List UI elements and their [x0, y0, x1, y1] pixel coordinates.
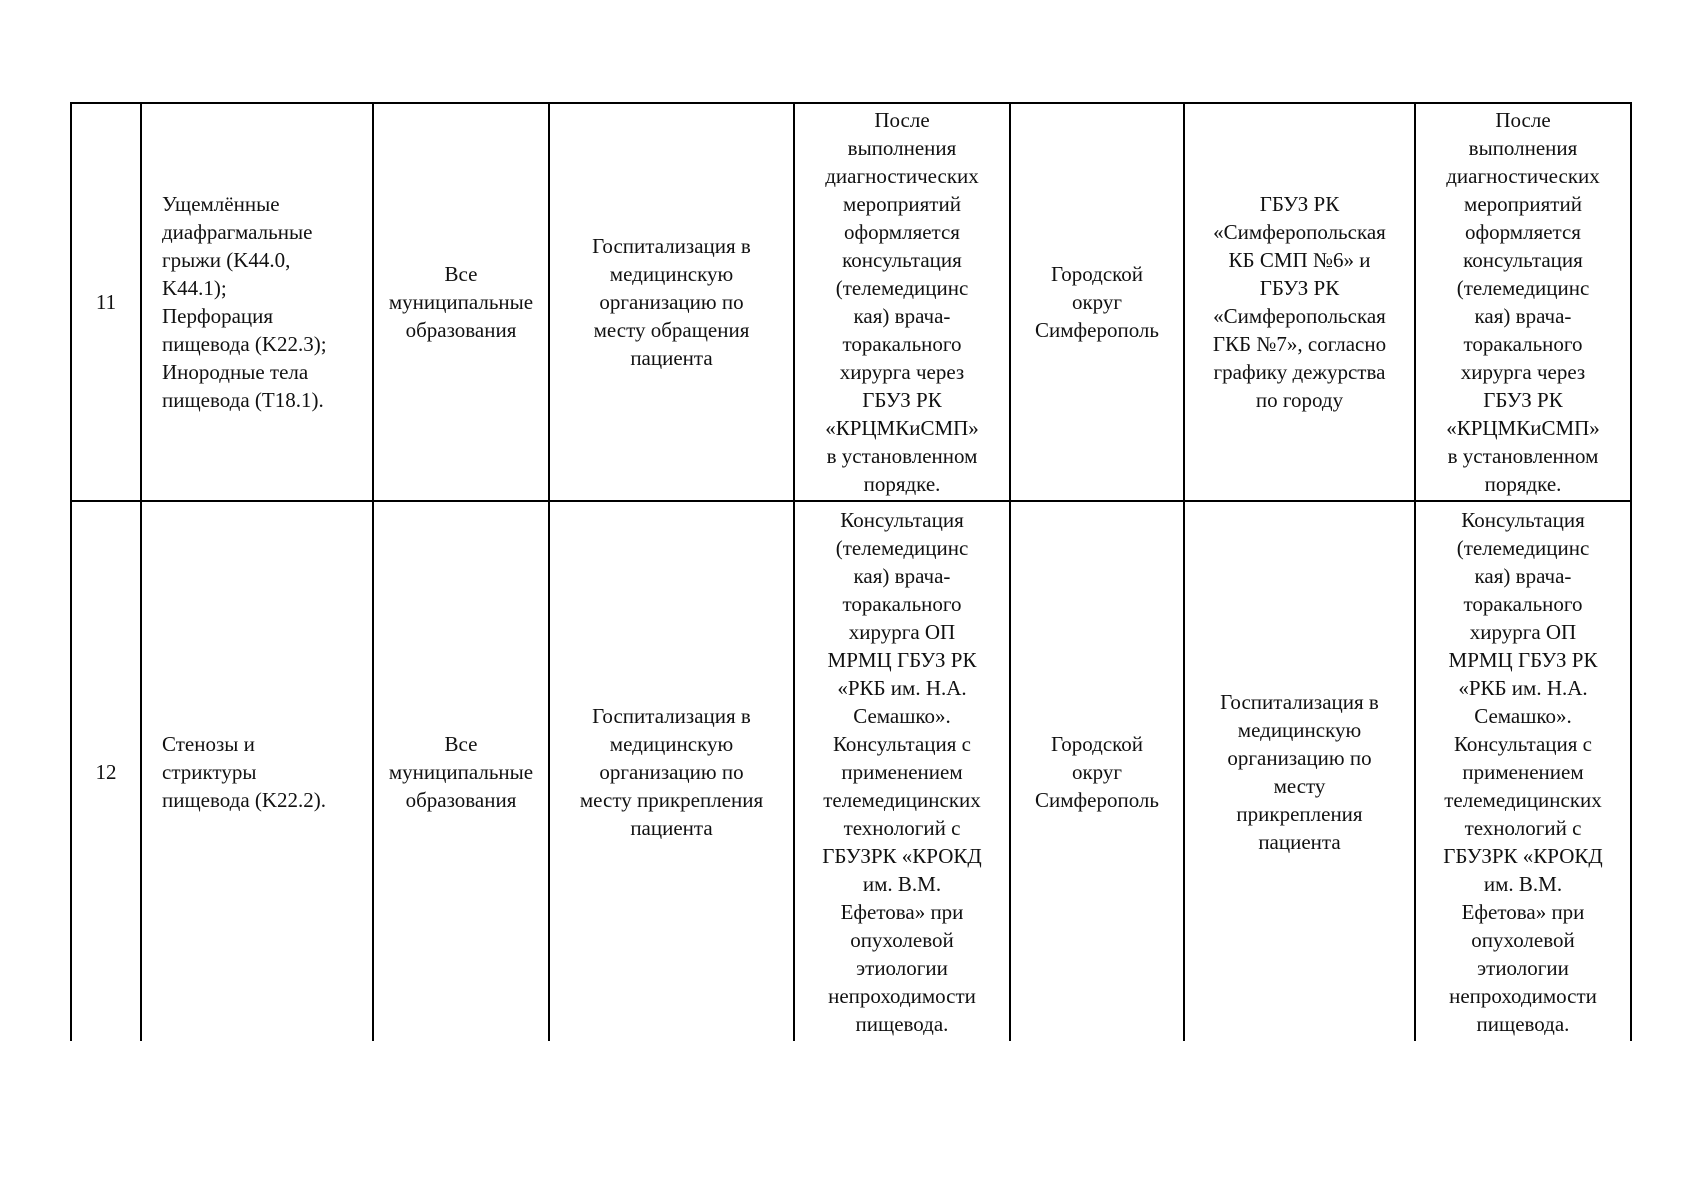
consultation-cell — [794, 103, 1010, 501]
diagnosis-cell — [141, 103, 373, 501]
routing-table — [70, 102, 1632, 1041]
consultation-text-2: Консультация (телемедицинс кая) врача- торакального хирурга ОП МРМЦ ГБУЗ РК «РКБ им. Н.А. Семашко». Консультация с применением телемедицинских технологий с ГБУЗРК «КРОКД им. В.М. Ефетова» при опухолевой этиологии непроходимости пищевода. — [1443, 507, 1603, 1036]
territory-cell — [373, 103, 549, 501]
district-cell — [1010, 501, 1184, 1041]
diagnosis-cell — [141, 501, 373, 1041]
table-row — [71, 103, 1631, 501]
district-text: Городской округ Симферополь — [1035, 262, 1159, 342]
consultation-cell-2 — [1415, 103, 1631, 501]
row-number — [71, 501, 141, 1041]
consultation-text: После выполнения диагностических мероприятий оформляется консультация (телемедицинс кая) врача- торакального хирурга через ГБУЗ РК «КРЦМКиСМП» в установленном порядке. — [825, 108, 979, 496]
hospitalization-cell — [549, 501, 794, 1041]
diagnosis-text: Ущемлённые диафрагмальные грыжи (K44.0, K44.1); Перфорация пищевода (K22.3); Инородные тела пищевода (T18.1). — [162, 192, 327, 412]
institution-text: ГБУЗ РК «Симферопольская КБ СМП №6» и ГБУЗ РК «Симферопольская ГКБ №7», согласно графику дежурства по городу — [1212, 192, 1387, 412]
row-number — [71, 103, 141, 501]
territory-text: Все муниципальные образования — [388, 731, 534, 812]
hospitalization-text: Госпитализация в медицинскую организацию по месту обращения пациента — [592, 234, 751, 370]
row-number-text: 11 — [95, 290, 117, 314]
row-number-text: 12 — [95, 759, 117, 784]
district-text: Городской округ Симферополь — [1035, 731, 1159, 812]
district-cell — [1010, 103, 1184, 501]
institution-cell — [1184, 501, 1415, 1041]
hospitalization-text: Госпитализация в медицинскую организацию по месту прикрепления пациента — [579, 703, 764, 840]
territory-text: Все муниципальные образования — [388, 262, 534, 342]
table-row — [71, 501, 1631, 1041]
consultation-cell — [794, 501, 1010, 1041]
institution-text: Госпитализация в медицинскую организацию по месту прикрепления пациента — [1220, 689, 1379, 854]
diagnosis-text: Стенозы и стриктуры пищевода (K22.2). — [162, 731, 327, 812]
territory-cell — [373, 501, 549, 1041]
hospitalization-cell — [549, 103, 794, 501]
consultation-cell-2 — [1415, 501, 1631, 1041]
consultation-text: Консультация (телемедицинс кая) врача- торакального хирурга ОП МРМЦ ГБУЗ РК «РКБ им. Н.А. Семашко». Консультация с применением телемедицинских технологий с ГБУЗРК «КРОКД им. В.М. Ефетова» при опухолевой этиологии непроходимости пищевода. — [822, 507, 982, 1036]
consultation-text-2: После выполнения диагностических мероприятий оформляется консультация (телемедицинс кая) врача- торакального хирурга через ГБУЗ РК «КРЦМКиСМП» в установленном порядке. — [1446, 108, 1600, 496]
institution-cell — [1184, 103, 1415, 501]
